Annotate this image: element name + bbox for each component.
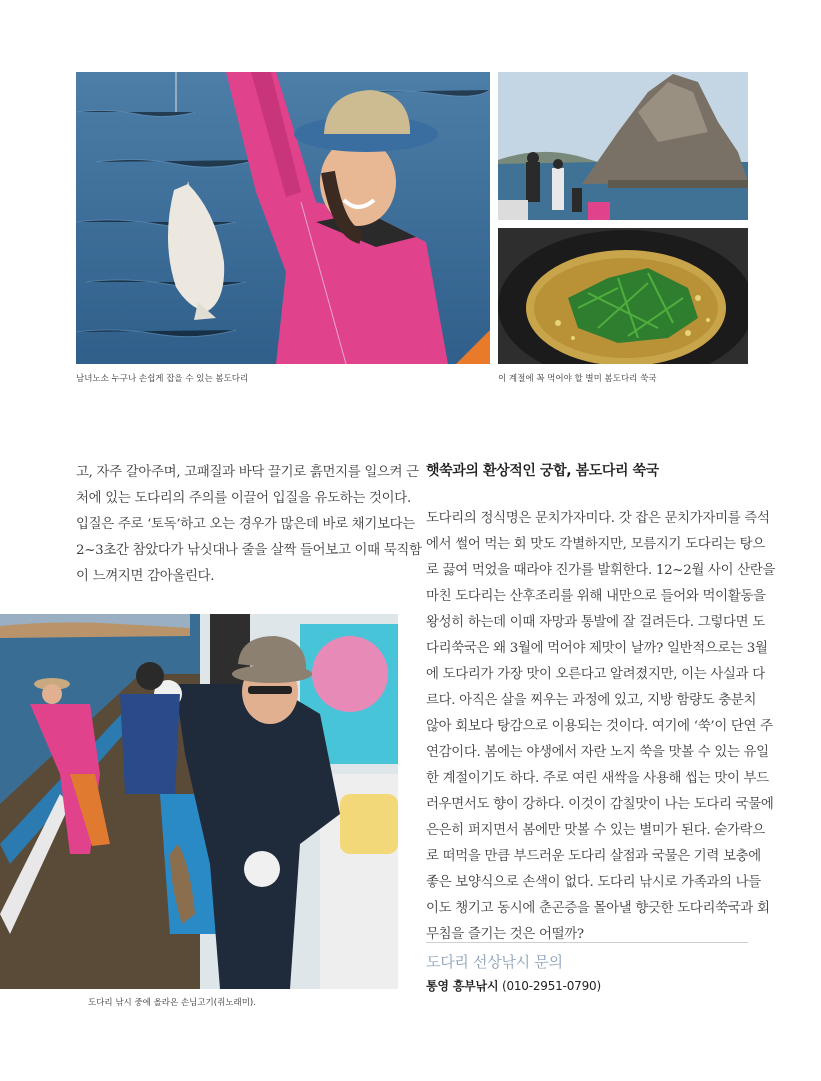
section-line: 르다. 아직은 살을 찌우는 과정에 있고, 지방 함량도 충분치 [426,693,757,708]
contact-line [426,977,601,994]
left-paragraph-line: 고, 자주 갈아주며, 고패질과 바닥 끌기로 흙먼지를 일으켜 근 [76,465,419,480]
section-line: 도다리의 정식명은 문치가자미다. 갓 잡은 문치가자미를 즉석 [426,511,770,526]
section-line: 에 도다리가 가장 맛이 오른다고 알려졌지만, 이는 사실과 다 [426,667,765,682]
left-paragraph-line: 처에 있는 도다리의 주의를 이끌어 입질을 유도하는 것이다. [76,491,411,506]
photo-woman-with-flounder [76,72,490,364]
caption-boat-photo: 도다리 낚시 중에 올라온 손님고기(쥐노래미). [88,998,256,1008]
left-paragraph-line: 입질은 주로 ‘토독’하고 오는 경우가 많은데 바로 채기보다는 [76,517,415,532]
section-line: 이도 챙기고 동시에 춘곤증을 몰아낼 향긋한 도다리쑥국과 회 [426,901,770,916]
section-line: 않아 회보다 탕감으로 이용되는 것이다. 여기에 ‘쑥’이 단연 주 [426,719,773,734]
section-line: 좋은 보양식으로 손색이 없다. 도다리 낚시로 가족과의 나들 [426,875,761,890]
contact-shop-name: 통영 흥부낚시 [426,979,499,993]
photo-rock-island [498,72,748,220]
caption-soup-photo: 이 계절에 꼭 먹어야 할 별미 봄도다리 쑥국 [498,374,657,384]
left-paragraph [76,460,422,590]
section-line: 러우면서도 향이 강하다. 이것이 감칠맛이 나는 도다리 국물에 [426,797,774,812]
section-line: 다리쑥국은 왜 3월에 먹어야 제맛이 날까? 일반적으로는 3월 [426,641,768,656]
contact-divider [426,942,748,943]
section-line: 로 끓여 먹었을 때라야 진가를 발휘한다. 12~2월 사이 산란을 [426,563,776,578]
left-paragraph-line: 2~3초간 참았다가 낚싯대나 줄을 살짝 들어보고 이때 묵직함 [76,543,422,558]
section-line: 에서 썰어 먹는 회 맛도 각별하지만, 모름지기 도다리는 탕으 [426,537,765,552]
caption-main-photo: 남녀노소 누구나 손쉽게 잡을 수 있는 봄도다리 [76,374,249,384]
section-line: 은은히 퍼지면서 봄에만 맛볼 수 있는 별미가 된다. 숟가락으 [426,823,765,838]
section-body [426,506,776,948]
section-line: 로 떠먹을 만큼 부드러운 도다리 살점과 국물은 기력 보충에 [426,849,761,864]
left-paragraph-line: 이 느껴지면 감아올린다. [76,569,215,584]
contact-phone: (010-2951-0790) [498,979,601,993]
section-heading: 햇쑥과의 환상적인 궁합, 봄도다리 쑥국 [426,463,659,479]
section-line: 한 계절이기도 하다. 주로 여린 새싹을 사용해 씹는 맛이 부드 [426,771,769,786]
section-line: 왕성히 하는데 이때 자망과 통발에 잘 걸려든다. 그렇다면 도 [426,615,765,630]
photo-boat-deck [0,614,398,989]
photo-ssukguk-soup [498,228,748,364]
section-line: 마친 도다리는 산후조리를 위해 내만으로 들어와 먹이활동을 [426,589,766,604]
section-line: 연감이다. 봄에는 야생에서 자란 노지 쑥을 맛볼 수 있는 유일 [426,745,769,760]
contact-title: 도다리 선상낚시 문의 [426,953,563,971]
section-line: 무침을 즐기는 것은 어떨까? [426,927,584,942]
